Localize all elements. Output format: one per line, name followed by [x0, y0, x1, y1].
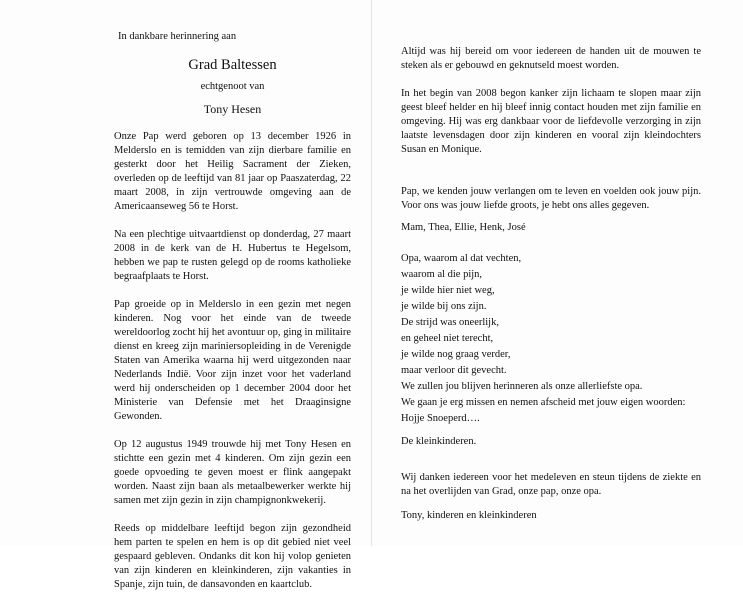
paragraph-thanks: Wij danken iedereen voor het medeleven en steun tijdens de ziekte en na het overlijden van Grad, onze pap, onze opa.	[401, 472, 701, 497]
poem-line: Hojje Snoeperd….	[401, 413, 480, 424]
poem-line: De strijd was oneerlijk,	[401, 317, 499, 328]
paragraph-helpful: Altijd was hij bereid om voor iedereen de handen uit de mouwen te steken als er gebouwd en geknutseld moest worden.	[401, 46, 701, 71]
poem-line: maar verloor dit gevecht.	[401, 365, 507, 376]
signers-line: Mam, Thea, Ellie, Henk, José	[401, 222, 526, 233]
intro-line: In dankbare herinnering aan	[118, 31, 237, 42]
poem-line: We gaan je erg missen en nemen afscheid met jouw eigen woorden:	[401, 397, 686, 408]
poem-line: je wilde hier niet weg,	[401, 285, 495, 296]
left-page	[114, 30, 351, 592]
grandchildren-signature: De kleinkinderen.	[401, 436, 477, 447]
paragraph-health: Reeds op middelbare leeftijd begon zijn gezondheid hem parten te spelen en hem is op dit gebied niet veel gespaard gebleven. Ondanks dit kon hij volop genieten van zijn kinderen en kleinkinderen, zijn vakanties in Spanje, zijn tuin, de dansavonden en kaartclub.	[114, 523, 351, 590]
paragraph-tribute: Pap, we kenden jouw verlangen om te leven en voelden ook jouw pijn. Voor ons was jouw liefde groots, je hebt ons alles gegeven.	[401, 186, 701, 211]
poem-line: Opa, waarom al dat vechten,	[401, 253, 522, 264]
paragraph-marriage: Op 12 augustus 1949 trouwde hij met Tony Hesen en stichtte een gezin met 4 kinderen. Om zijn gezin een goede opvoeding te geven moest er flink aangepakt worden. Naast zijn baan als metaalbewerker werkte hij samen met zijn gezin in zijn champignonkwekerij.	[114, 439, 351, 506]
spouse-label: echtgenoot van	[200, 81, 265, 92]
poem-line: je wilde bij ons zijn.	[401, 301, 487, 312]
paragraph-funeral: Na een plechtige uitvaartdienst op donderdag, 27 maart 2008 in de kerk van de H. Hubertus te Hegelsom, hebben we pap te rusten gelegd op de rooms katholieke begraafplaats te Horst.	[114, 229, 351, 282]
right-page	[401, 45, 701, 523]
poem-line: en geheel niet terecht,	[401, 333, 494, 344]
closing-signature: Tony, kinderen en kleinkinderen	[401, 510, 537, 521]
poem-line: We zullen jou blijven herinneren als onze allerliefste opa.	[401, 381, 643, 392]
paragraph-birth-death: Onze Pap werd geboren op 13 december 1926 in Melderslo en is temidden van zijn dierbare familie en gesterkt door het Heilig Sacrament der Zieken, overleden op de leeftijd van 81 jaar op Paaszaterdag, 22 maart 2008, in zijn vertrouwde omgeving aan de Americaanseweg 56 te Horst.	[114, 131, 351, 212]
paragraph-youth: Pap groeide op in Melderslo in een gezin met negen kinderen. Nog voor het einde van de tweede wereldoorlog zocht hij het avontuur op, ging in militaire dienst en kreeg zijn mariniersopleiding in de Verenigde Staten van Amerika waarna hij werd uitgezonden naar Nederlands Indië. Voor zijn inzet voor het vaderland werd hij onderscheiden op 1 december 2004 door het Ministerie van Defensie met het Draaginsigne Gewonden.	[114, 299, 351, 422]
poem-line: waarom al die pijn,	[401, 269, 483, 280]
deceased-name: Grad Baltessen	[188, 57, 277, 73]
card-fold-line	[371, 0, 372, 546]
poem-line: je wilde nog graag verder,	[401, 349, 511, 360]
poem	[401, 251, 701, 427]
spouse-name: Tony Hesen	[203, 102, 262, 116]
paragraph-illness: In het begin van 2008 begon kanker zijn lichaam te slopen maar zijn geest bleef helder en hij bleef innig contact houden met zijn familie en omgeving. Hij was erg dankbaar voor de liefdevolle verzorging in zijn laatste levensdagen door zijn kinderen en vooral zijn kleindochters Susan en Monique.	[401, 88, 701, 155]
